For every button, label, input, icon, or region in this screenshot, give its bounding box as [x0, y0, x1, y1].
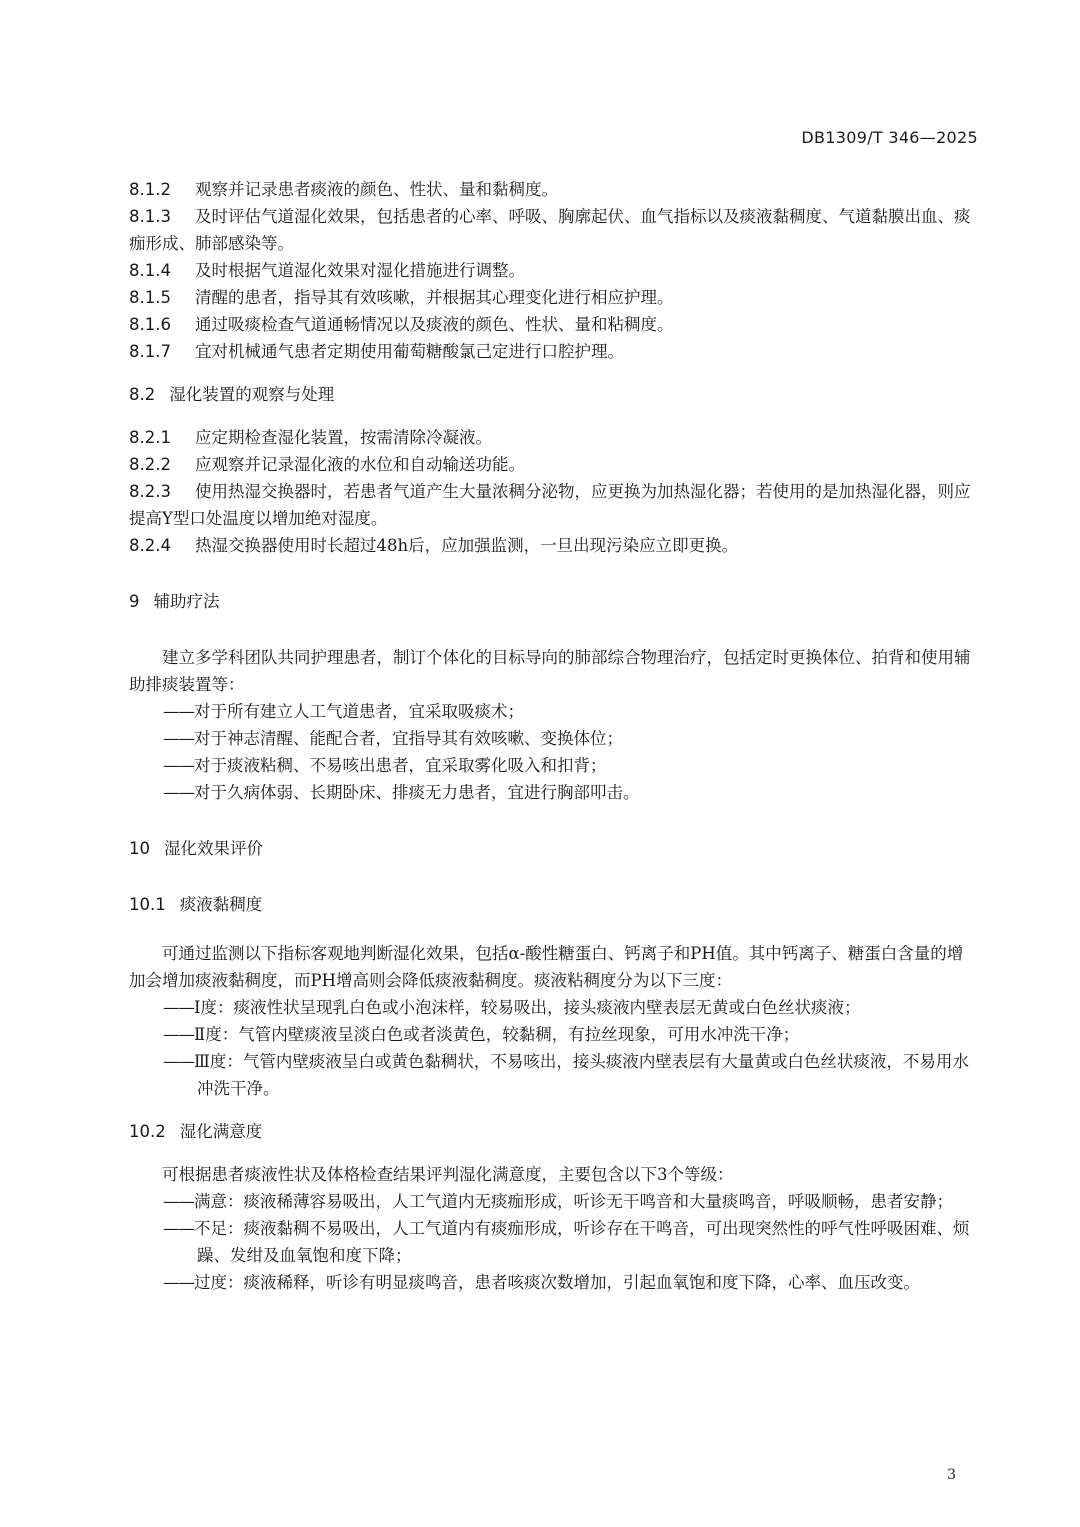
clause-8-2-1: 8.2.1 应定期检查湿化装置，按需清除冷凝液。	[129, 428, 492, 447]
clause-8-1-2: 8.1.2 观察并记录患者痰液的颜色、性状、量和黏稠度。	[129, 180, 558, 199]
clause-8-1-6: 8.1.6 通过吸痰检查气道通畅情况以及痰液的颜色、性状、量和粘稠度。	[129, 315, 674, 334]
section-heading-10: 10 湿化效果评价	[129, 839, 263, 858]
clause-8-1-7: 8.1.7 宜对机械通气患者定期使用葡萄糖酸氯己定进行口腔护理。	[129, 342, 624, 361]
clause-8-2-4: 8.2.4 热湿交换器使用时长超过48h后，应加强监测，一旦出现污染应立即更换。	[129, 536, 739, 555]
section-10-1-intro: 可通过监测以下指标客观地判断湿化效果，包括α-酸性糖蛋白、钙离子和PH值。其中钙离子、糖蛋白含量的增加会增加痰液黏稠度，而PH增高则会降低痰液黏稠度。痰液粘稠度分为以下三度：	[129, 944, 964, 990]
clause-8-2-2: 8.2.2 应观察并记录湿化液的水位和自动输送功能。	[129, 455, 525, 474]
section-heading-9: 9 辅助疗法	[129, 592, 220, 611]
list-item: ——对于久病体弱、长期卧床、排痰无力患者，宜进行胸部叩击。	[163, 783, 640, 802]
list-item: ——对于痰液粘稠、不易咳出患者，宜采取雾化吸入和扣背；	[163, 756, 607, 775]
list-item: ——满意：痰液稀薄容易吸出，人工气道内无痰痂形成，听诊无干鸣音和大量痰鸣音，呼吸顺畅，患者安静；	[163, 1192, 953, 1211]
list-item: ——Ⅰ度：痰液性状呈现乳白色或小泡沫样，较易吸出，接头痰液内壁表层无黄或白色丝状痰液；	[163, 998, 861, 1017]
list-item: ——Ⅱ度：气管内壁痰液呈淡白色或者淡黄色，较黏稠，有拉丝现象，可用水冲洗干净；	[163, 1025, 800, 1044]
list-item: ——对于神志清醒、能配合者，宜指导其有效咳嗽、变换体位；	[163, 729, 623, 748]
section-heading-8-2: 8.2 湿化装置的观察与处理	[129, 385, 335, 404]
document-code: DB1309/T 346—2025	[801, 128, 978, 147]
clause-8-2-3: 8.2.3 使用热湿交换器时，若患者气道产生大量浓稠分泌物，应更换为加热湿化器；若使用的是加热湿化器，则应提高Y型口处温度以增加绝对湿度。	[129, 482, 971, 528]
list-item: ——Ⅲ度：气管内壁痰液呈白或黄色黏稠状，不易咳出，接头痰液内壁表层有大量黄或白色丝状痰液，不易用水冲洗干净。	[163, 1052, 969, 1098]
list-item: ——过度：痰液稀释，听诊有明显痰鸣音，患者咳痰次数增加，引起血氧饱和度下降，心率、血压改变。	[163, 1273, 920, 1292]
clause-8-1-4: 8.1.4 及时根据气道湿化效果对湿化措施进行调整。	[129, 261, 525, 280]
clause-8-1-5: 8.1.5 清醒的患者，指导其有效咳嗽，并根据其心理变化进行相应护理。	[129, 288, 674, 307]
list-item: ——不足：痰液黏稠不易吸出，人工气道内有痰痂形成，听诊存在干鸣音，可出现突然性的呼气性呼吸困难、烦躁、发绀及血氧饱和度下降；	[163, 1219, 970, 1265]
section-heading-10-1: 10.1 痰液黏稠度	[129, 895, 263, 914]
section-heading-10-2: 10.2 湿化满意度	[129, 1122, 263, 1141]
page-number: 3	[947, 1467, 956, 1483]
list-item: ——对于所有建立人工气道患者，宜采取吸痰术；	[163, 702, 524, 721]
clause-8-1-3: 8.1.3 及时评估气道湿化效果，包括患者的心率、呼吸、胸廓起伏、血气指标以及痰液黏稠度、气道黏膜出血、痰痂形成、肺部感染等。	[129, 207, 971, 253]
section-9-intro: 建立多学科团队共同护理患者，制订个体化的目标导向的肺部综合物理治疗，包括定时更换体位、拍背和使用辅助排痰装置等：	[129, 648, 971, 694]
page-body	[129, 176, 979, 1296]
section-10-2-intro: 可根据患者痰液性状及体格检查结果评判湿化满意度，主要包含以下3个等级：	[162, 1165, 734, 1184]
